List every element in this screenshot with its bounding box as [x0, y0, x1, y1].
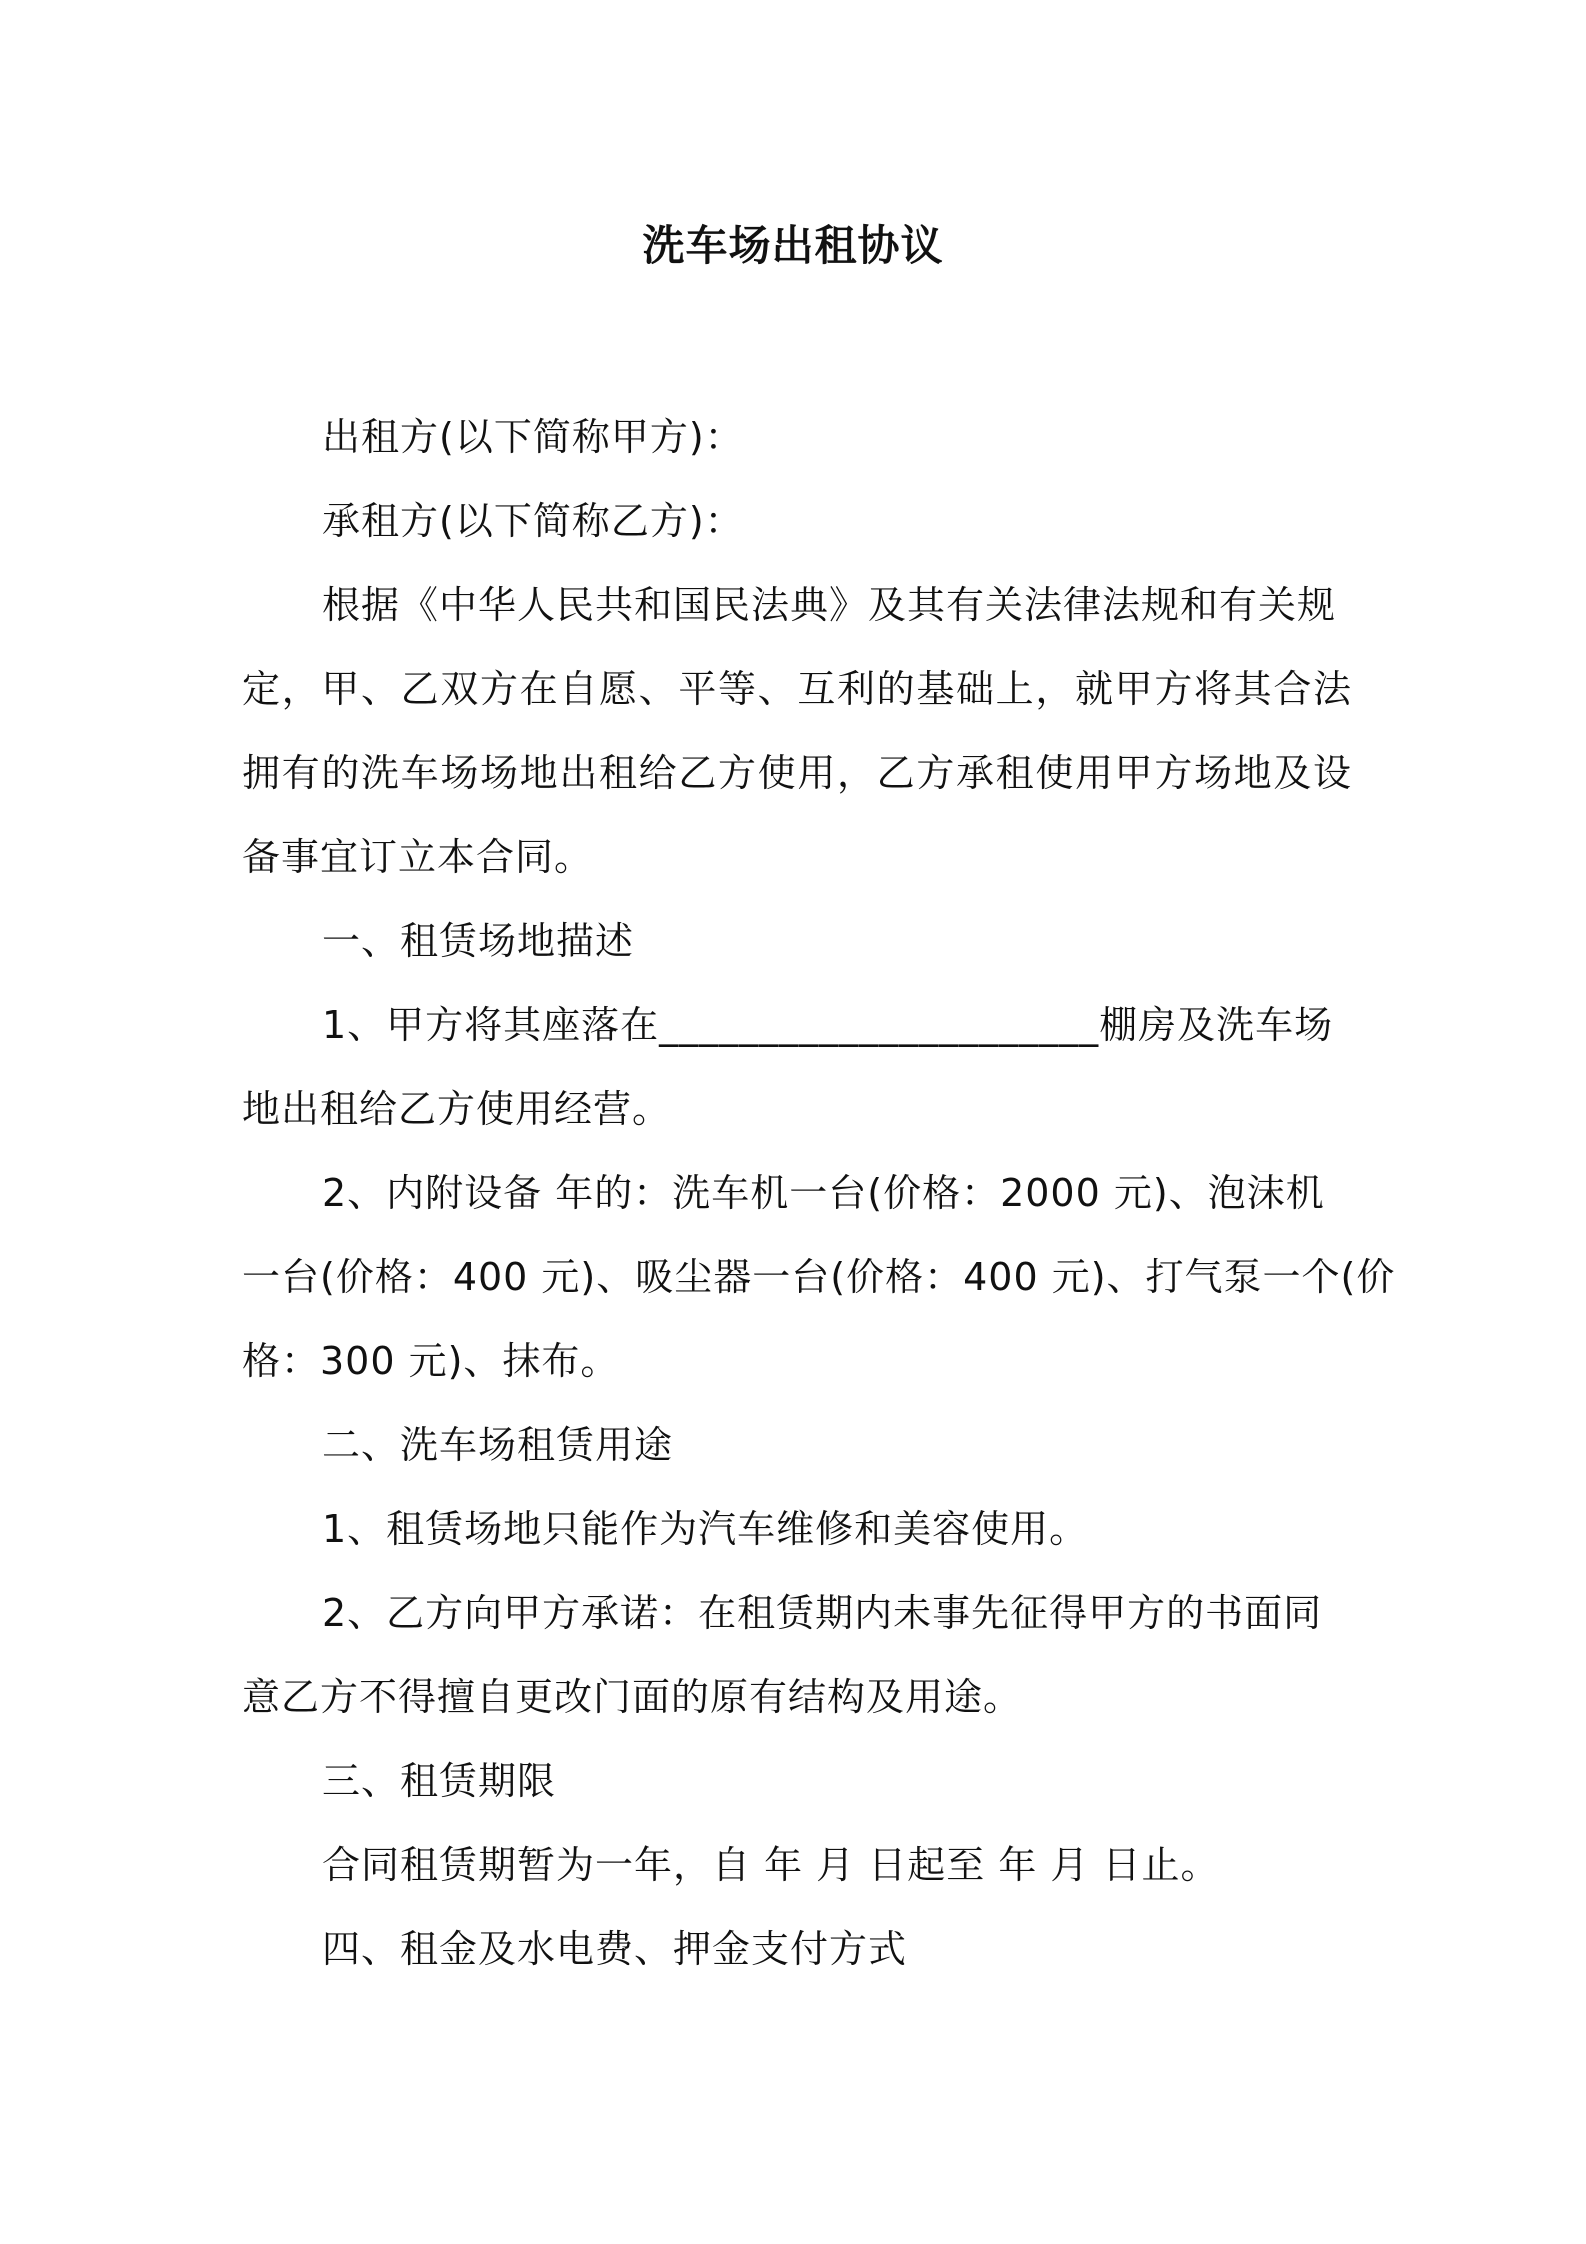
clause-line: 意乙方不得擅自更改门面的原有结构及用途。 — [242, 1675, 1023, 1719]
paragraph-line: 定，甲、乙双方在自愿、平等、互利的基础上，就甲方将其合法 — [242, 667, 1352, 711]
clause-line: 合同租赁期暂为一年，自 年 月 日起至 年 月 日止。 — [322, 1843, 1220, 1887]
section-heading: 三、租赁期限 — [322, 1759, 557, 1803]
clause-line: 2、乙方向甲方承诺：在租赁期内未事先征得甲方的书面同 — [322, 1591, 1323, 1635]
party-b-line: 承租方(以下简称乙方)： — [322, 499, 744, 543]
document-title: 洗车场出租协议 — [642, 221, 944, 270]
clause-line: 2、内附设备 年的：洗车机一台(价格：2000 元)、泡沫机 — [322, 1171, 1325, 1215]
paragraph-line: 根据《中华人民共和国民法典》及其有关法律法规和有关规 — [322, 583, 1337, 627]
section-heading: 二、洗车场租赁用途 — [322, 1423, 674, 1467]
clause-line: 1、租赁场地只能作为汽车维修和美容使用。 — [322, 1507, 1089, 1551]
clause-line: 1、甲方将其座落在______________________棚房及洗车场 — [322, 1003, 1334, 1047]
section-heading: 一、租赁场地描述 — [322, 919, 635, 963]
clause-line: 格：300 元)、抹布。 — [242, 1339, 620, 1383]
party-a-line: 出租方(以下简称甲方)： — [322, 415, 744, 459]
paragraph-line: 拥有的洗车场场地出租给乙方使用，乙方承租使用甲方场地及设 — [242, 751, 1352, 795]
section-heading: 四、租金及水电费、押金支付方式 — [322, 1927, 908, 1971]
paragraph-line: 备事宜订立本合同。 — [242, 835, 594, 879]
clause-line: 地出租给乙方使用经营。 — [242, 1087, 672, 1131]
clause-line: 一台(价格：400 元)、吸尘器一台(价格：400 元)、打气泵一个(价 — [242, 1255, 1396, 1299]
